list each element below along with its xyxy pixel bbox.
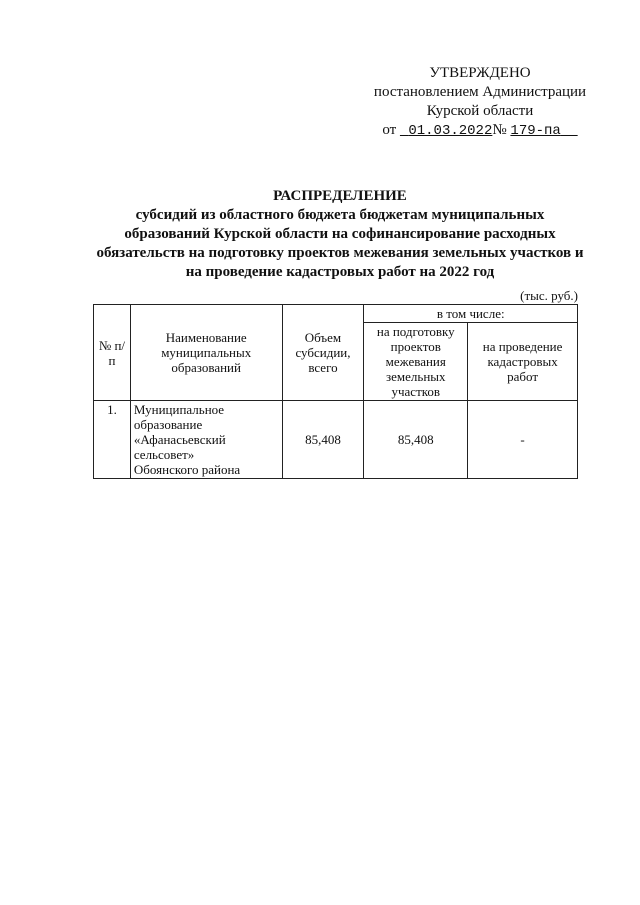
approval-line-1: постановлением Администрации xyxy=(373,84,587,100)
title-line-2: образований Курской области на софинансирование расходных xyxy=(124,226,556,242)
approval-heading: УТВЕРЖДЕНО xyxy=(429,65,531,81)
header-cadastral: на проведение кадастровых работ xyxy=(468,323,578,401)
title-heading: РАСПРЕДЕЛЕНИЕ xyxy=(273,188,407,204)
row-total: 85,408 xyxy=(282,401,364,479)
approval-date-line xyxy=(360,121,600,141)
approval-number-sign: № xyxy=(492,122,507,138)
header-total: Объем субсидии, всего xyxy=(282,305,364,401)
approval-number: 179-па xyxy=(510,123,561,139)
row-cadastral: - xyxy=(468,401,578,479)
title-line-4: на проведение кадастровых работ на 2022 год xyxy=(185,264,495,280)
header-survey: на подготовку проектов межевания земельных участков xyxy=(364,323,468,401)
title-line-3: обязательств на подготовку проектов межевания земельных участков и xyxy=(96,245,584,261)
document-title xyxy=(80,187,600,282)
title-line-1: субсидий из областного бюджета бюджетам муниципальных xyxy=(135,207,545,223)
table-row xyxy=(94,401,578,479)
row-name: Муниципальное образование «Афанасьевский сельсовет» Обоянского района xyxy=(130,401,282,479)
row-survey: 85,408 xyxy=(364,401,468,479)
row-num: 1. xyxy=(94,401,131,479)
approval-date-prefix: от xyxy=(382,122,397,138)
unit-label: (тыс. руб.) xyxy=(520,288,578,303)
header-num: № п/п xyxy=(94,305,131,401)
header-including: в том числе: xyxy=(364,305,578,323)
approval-line-2: Курской области xyxy=(426,103,534,119)
distribution-table xyxy=(93,304,578,479)
approval-date: 01.03.2022 xyxy=(408,123,493,139)
header-name: Наименование муниципальных образований xyxy=(130,305,282,401)
table-header-row xyxy=(94,305,578,323)
approval-stamp xyxy=(360,64,600,141)
